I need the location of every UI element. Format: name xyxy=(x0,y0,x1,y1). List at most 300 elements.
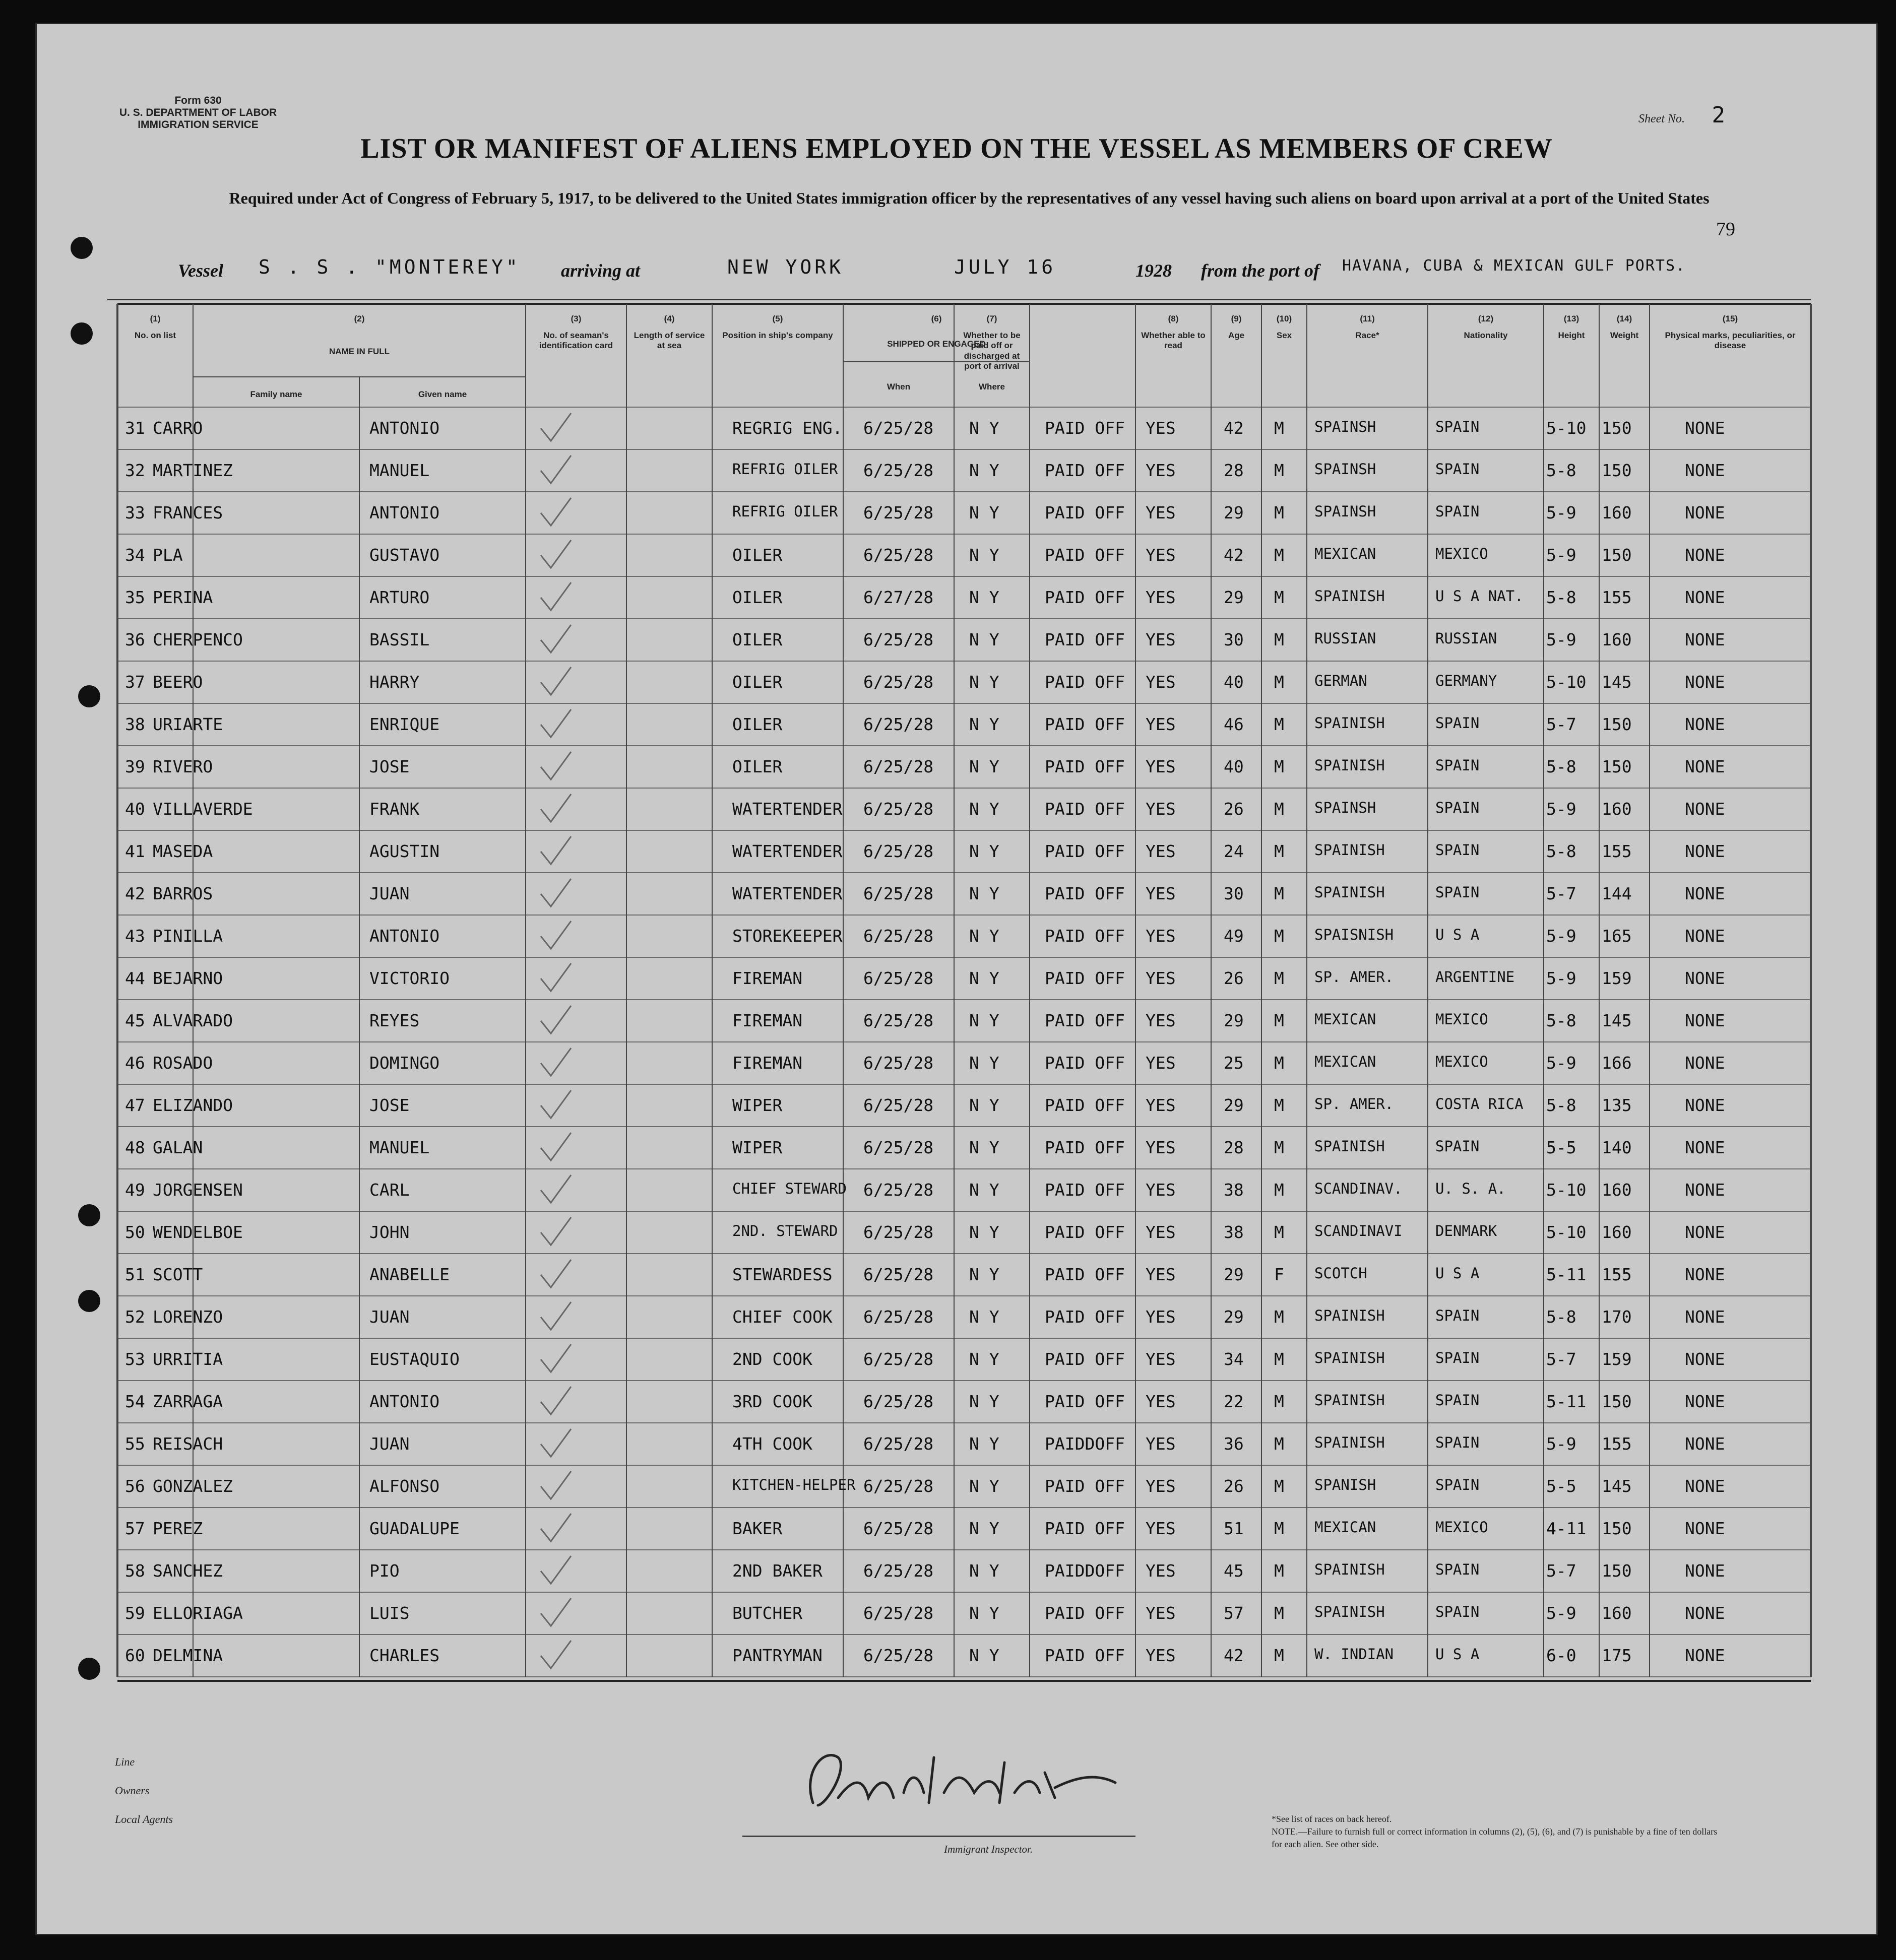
height: 5-7 xyxy=(1546,714,1576,734)
column-number-c4: (4) xyxy=(664,314,675,323)
local-agents-label: Local Agents xyxy=(115,1813,173,1826)
weight: 160 xyxy=(1602,1180,1632,1200)
race: MEXICAN xyxy=(1314,1011,1376,1028)
check-mark xyxy=(541,498,571,526)
physical-marks: NONE xyxy=(1685,714,1725,734)
sex: M xyxy=(1274,799,1284,819)
column-header-c5: Position in ship's company xyxy=(722,331,833,340)
column-header-c13: Height xyxy=(1558,331,1585,340)
physical-marks: NONE xyxy=(1685,1646,1725,1665)
nationality: U S A xyxy=(1435,1265,1480,1282)
paid-off: PAID OFF xyxy=(1045,1476,1125,1496)
signature-line xyxy=(742,1836,1135,1837)
weight: 159 xyxy=(1602,968,1632,988)
nationality: SPAIN xyxy=(1435,841,1480,859)
sex: M xyxy=(1274,672,1284,692)
sex: M xyxy=(1274,1603,1284,1623)
paid-off: PAID OFF xyxy=(1045,545,1125,565)
age: 57 xyxy=(1224,1603,1244,1623)
height: 5-7 xyxy=(1546,1561,1576,1581)
given-name: JOSE xyxy=(369,757,410,776)
column-header-c10: Sex xyxy=(1276,331,1292,340)
shipped-when: 6/25/28 xyxy=(863,926,934,946)
physical-marks: NONE xyxy=(1685,1180,1725,1200)
shipped-when: 6/25/28 xyxy=(863,714,934,734)
paid-off: PAID OFF xyxy=(1045,799,1125,819)
race: SPAINISH xyxy=(1314,1138,1385,1155)
footnote xyxy=(1272,1813,1725,1851)
check-mark xyxy=(541,1514,571,1541)
shipped-when: 6/25/28 xyxy=(863,1349,934,1369)
age: 29 xyxy=(1224,1307,1244,1327)
physical-marks: NONE xyxy=(1685,1095,1725,1115)
height: 5-11 xyxy=(1546,1392,1587,1411)
given-name: AGUSTIN xyxy=(369,841,440,861)
check-mark xyxy=(541,1175,571,1203)
shipped-where: N Y xyxy=(969,799,999,819)
age: 29 xyxy=(1224,1011,1244,1030)
given-name: GUADALUPE xyxy=(369,1519,460,1538)
family-name: ZARRAGA xyxy=(153,1392,223,1411)
position: FIREMAN xyxy=(732,1011,803,1030)
nationality: SPAIN xyxy=(1435,1561,1480,1578)
family-name: BEJARNO xyxy=(153,968,223,988)
shipped-where: N Y xyxy=(969,1180,999,1200)
height: 5-7 xyxy=(1546,884,1576,903)
able-to-read: YES xyxy=(1146,884,1176,903)
sex: M xyxy=(1274,418,1284,438)
shipped-when: 6/25/28 xyxy=(863,1011,934,1030)
nationality: U S A NAT. xyxy=(1435,587,1524,605)
weight: 150 xyxy=(1602,545,1632,565)
list-number: 35 xyxy=(125,587,145,607)
able-to-read: YES xyxy=(1146,968,1176,988)
column-number-c9: (9) xyxy=(1231,314,1242,323)
weight: 150 xyxy=(1602,418,1632,438)
height: 5-8 xyxy=(1546,587,1576,607)
paid-off: PAID OFF xyxy=(1045,714,1125,734)
footer-labels xyxy=(115,1747,173,1834)
given-name: VICTORIO xyxy=(369,968,450,988)
sheet-number: 2 xyxy=(1712,102,1725,128)
race: W. INDIAN xyxy=(1314,1646,1394,1663)
weight: 135 xyxy=(1602,1095,1632,1115)
paid-off: PAID OFF xyxy=(1045,841,1125,861)
check-mark xyxy=(541,667,571,695)
column-number-c3: (3) xyxy=(571,314,582,323)
paid-off: PAID OFF xyxy=(1045,1222,1125,1242)
check-mark xyxy=(541,921,571,949)
check-mark xyxy=(541,752,571,779)
family-name: CARRO xyxy=(153,418,203,438)
check-mark xyxy=(541,1641,571,1668)
height: 5-8 xyxy=(1546,1095,1576,1115)
weight: 145 xyxy=(1602,672,1632,692)
shipped-when: 6/25/28 xyxy=(863,461,934,480)
check-mark xyxy=(541,540,571,568)
physical-marks: NONE xyxy=(1685,1222,1725,1242)
family-name: PEREZ xyxy=(153,1519,203,1538)
shipped-where: N Y xyxy=(969,884,999,903)
family-name: SCOTT xyxy=(153,1265,203,1284)
nationality: SPAIN xyxy=(1435,503,1480,520)
shipped-where: N Y xyxy=(969,1392,999,1411)
race: SPAINSH xyxy=(1314,799,1376,816)
paid-off: PAID OFF xyxy=(1045,672,1125,692)
paid-off: PAID OFF xyxy=(1045,1011,1125,1030)
family-name: ALVARADO xyxy=(153,1011,233,1030)
list-number: 57 xyxy=(125,1519,145,1538)
shipped-when: 6/25/28 xyxy=(863,1561,934,1581)
physical-marks: NONE xyxy=(1685,461,1725,480)
weight: 155 xyxy=(1602,587,1632,607)
given-name: FRANK xyxy=(369,799,420,819)
vessel-label: Vessel xyxy=(178,260,223,281)
able-to-read: YES xyxy=(1146,418,1176,438)
able-to-read: YES xyxy=(1146,1011,1176,1030)
list-number: 59 xyxy=(125,1603,145,1623)
sex: M xyxy=(1274,884,1284,903)
list-number: 38 xyxy=(125,714,145,734)
age: 49 xyxy=(1224,926,1244,946)
column-number-c15: (15) xyxy=(1722,314,1738,323)
position: FIREMAN xyxy=(732,968,803,988)
height: 5-9 xyxy=(1546,1603,1576,1623)
given-name: EUSTAQUIO xyxy=(369,1349,460,1369)
position: WATERTENDER xyxy=(732,841,843,861)
height: 5-8 xyxy=(1546,461,1576,480)
age: 30 xyxy=(1224,884,1244,903)
shipped-where: N Y xyxy=(969,841,999,861)
able-to-read: YES xyxy=(1146,926,1176,946)
height: 5-8 xyxy=(1546,841,1576,861)
physical-marks: NONE xyxy=(1685,1265,1725,1284)
column-subheader-family-name: Family name xyxy=(250,389,302,399)
list-number: 42 xyxy=(125,884,145,903)
age: 42 xyxy=(1224,418,1244,438)
able-to-read: YES xyxy=(1146,1307,1176,1327)
given-name: ANTONIO xyxy=(369,503,440,522)
shipped-where: N Y xyxy=(969,926,999,946)
list-number: 31 xyxy=(125,418,145,438)
column-number-c10: (10) xyxy=(1276,314,1292,323)
weight: 160 xyxy=(1602,1603,1632,1623)
paid-off: PAID OFF xyxy=(1045,1603,1125,1623)
owners-label: Owners xyxy=(115,1784,150,1797)
position: WATERTENDER xyxy=(732,884,843,903)
given-name: CARL xyxy=(369,1180,410,1200)
age: 26 xyxy=(1224,1476,1244,1496)
sex: M xyxy=(1274,1053,1284,1073)
shipped-when: 6/25/28 xyxy=(863,1053,934,1073)
height: 5-10 xyxy=(1546,418,1587,438)
able-to-read: YES xyxy=(1146,461,1176,480)
given-name: MANUEL xyxy=(369,1138,430,1157)
physical-marks: NONE xyxy=(1685,1307,1725,1327)
list-number: 46 xyxy=(125,1053,145,1073)
physical-marks: NONE xyxy=(1685,672,1725,692)
shipped-when: 6/25/28 xyxy=(863,418,934,438)
physical-marks: NONE xyxy=(1685,1349,1725,1369)
paid-off: PAID OFF xyxy=(1045,1265,1125,1284)
sex: M xyxy=(1274,461,1284,480)
position: BAKER xyxy=(732,1519,783,1538)
weight: 150 xyxy=(1602,757,1632,776)
check-mark xyxy=(541,963,571,991)
height: 5-9 xyxy=(1546,1434,1576,1454)
weight: 155 xyxy=(1602,841,1632,861)
paid-off: PAIDDOFF xyxy=(1045,1561,1125,1581)
family-name: URRITIA xyxy=(153,1349,223,1369)
check-mark xyxy=(541,1429,571,1457)
check-mark xyxy=(541,625,571,652)
nationality: SPAIN xyxy=(1435,1349,1480,1366)
check-mark xyxy=(541,1344,571,1372)
able-to-read: YES xyxy=(1146,1222,1176,1242)
given-name: CHARLES xyxy=(369,1646,440,1665)
punch-hole xyxy=(71,237,93,259)
sex: M xyxy=(1274,1434,1284,1454)
family-name: MASEDA xyxy=(153,841,213,861)
check-mark xyxy=(541,709,571,737)
sex: M xyxy=(1274,1561,1284,1581)
race: SPAINISH xyxy=(1314,1434,1385,1451)
height: 5-11 xyxy=(1546,1265,1587,1284)
nationality: U S A xyxy=(1435,1646,1480,1663)
paid-off: PAID OFF xyxy=(1045,1095,1125,1115)
race: MEXICAN xyxy=(1314,1519,1376,1536)
able-to-read: YES xyxy=(1146,545,1176,565)
position: REFRIG OILER xyxy=(732,503,838,520)
weight: 160 xyxy=(1602,503,1632,522)
age: 46 xyxy=(1224,714,1244,734)
able-to-read: YES xyxy=(1146,1349,1176,1369)
given-name: PIO xyxy=(369,1561,400,1581)
race: SPAISNISH xyxy=(1314,926,1394,943)
able-to-read: YES xyxy=(1146,1646,1176,1665)
sex: M xyxy=(1274,1307,1284,1327)
physical-marks: NONE xyxy=(1685,1519,1725,1538)
weight: 165 xyxy=(1602,926,1632,946)
line-label: Line xyxy=(115,1755,135,1768)
list-number: 43 xyxy=(125,926,145,946)
check-mark xyxy=(541,1217,571,1245)
shipped-where: N Y xyxy=(969,1434,999,1454)
race: RUSSIAN xyxy=(1314,630,1376,647)
family-name: JORGENSEN xyxy=(153,1180,243,1200)
position: CHIEF STEWARD xyxy=(732,1180,847,1197)
age: 40 xyxy=(1224,672,1244,692)
position: 2ND COOK xyxy=(732,1349,812,1369)
race: SPAINSH xyxy=(1314,418,1376,435)
physical-marks: NONE xyxy=(1685,884,1725,903)
nationality: SPAIN xyxy=(1435,1307,1480,1324)
height: 5-10 xyxy=(1546,1180,1587,1200)
nationality: U S A xyxy=(1435,926,1480,943)
paid-off: PAID OFF xyxy=(1045,1180,1125,1200)
age: 29 xyxy=(1224,587,1244,607)
position: FIREMAN xyxy=(732,1053,803,1073)
check-mark xyxy=(541,1302,571,1330)
able-to-read: YES xyxy=(1146,1392,1176,1411)
height: 5-9 xyxy=(1546,799,1576,819)
check-mark xyxy=(541,1556,571,1584)
shipped-where: N Y xyxy=(969,1349,999,1369)
given-name: JOHN xyxy=(369,1222,410,1242)
race: SPAINISH xyxy=(1314,714,1385,732)
column-header-c11: Race* xyxy=(1355,331,1379,340)
nationality: U. S. A. xyxy=(1435,1180,1506,1197)
age: 36 xyxy=(1224,1434,1244,1454)
check-mark xyxy=(541,1598,571,1626)
column-header-c6: SHIPPED OR ENGAGED xyxy=(887,339,986,349)
height: 5-9 xyxy=(1546,503,1576,522)
list-number: 53 xyxy=(125,1349,145,1369)
race: SPAINISH xyxy=(1314,884,1385,901)
check-mark xyxy=(541,1133,571,1160)
race: SPAINISH xyxy=(1314,587,1385,605)
position: 3RD COOK xyxy=(732,1392,812,1411)
shipped-when: 6/25/28 xyxy=(863,884,934,903)
shipped-when: 6/25/28 xyxy=(863,545,934,565)
weight: 150 xyxy=(1602,1519,1632,1538)
check-mark xyxy=(541,794,571,822)
sex: M xyxy=(1274,545,1284,565)
given-name: GUSTAVO xyxy=(369,545,440,565)
check-mark xyxy=(541,1471,571,1499)
able-to-read: YES xyxy=(1146,587,1176,607)
physical-marks: NONE xyxy=(1685,1053,1725,1073)
age: 26 xyxy=(1224,799,1244,819)
check-mark xyxy=(541,1006,571,1033)
weight: 170 xyxy=(1602,1307,1632,1327)
nationality: ARGENTINE xyxy=(1435,968,1515,986)
family-name: LORENZO xyxy=(153,1307,223,1327)
position: WATERTENDER xyxy=(732,799,843,819)
able-to-read: YES xyxy=(1146,1603,1176,1623)
list-number: 60 xyxy=(125,1646,145,1665)
shipped-where: N Y xyxy=(969,672,999,692)
height: 5-8 xyxy=(1546,1011,1576,1030)
check-mark xyxy=(541,455,571,483)
shipped-where: N Y xyxy=(969,1095,999,1115)
weight: 144 xyxy=(1602,884,1632,903)
race: MEXICAN xyxy=(1314,1053,1376,1070)
list-number: 58 xyxy=(125,1561,145,1581)
given-name: ENRIQUE xyxy=(369,714,440,734)
shipped-when: 6/27/28 xyxy=(863,587,934,607)
list-number: 47 xyxy=(125,1095,145,1115)
race: SCOTCH xyxy=(1314,1265,1367,1282)
position: 2ND. STEWARD xyxy=(732,1222,838,1239)
vessel-name: S . S . "MONTEREY" xyxy=(259,256,521,278)
arriving-label: arriving at xyxy=(561,260,641,281)
paid-off: PAIDDOFF xyxy=(1045,1434,1125,1454)
physical-marks: NONE xyxy=(1685,968,1725,988)
able-to-read: YES xyxy=(1146,672,1176,692)
family-name: BARROS xyxy=(153,884,213,903)
height: 5-9 xyxy=(1546,630,1576,649)
sex: M xyxy=(1274,630,1284,649)
list-number: 56 xyxy=(125,1476,145,1496)
age: 28 xyxy=(1224,461,1244,480)
position: STEWARDESS xyxy=(732,1265,833,1284)
family-name: CHERPENCO xyxy=(153,630,243,649)
shipped-where: N Y xyxy=(969,1603,999,1623)
list-number: 41 xyxy=(125,841,145,861)
given-name: REYES xyxy=(369,1011,420,1030)
race: SPAINISH xyxy=(1314,1349,1385,1366)
weight: 150 xyxy=(1602,714,1632,734)
inspector-label: Immigrant Inspector. xyxy=(944,1843,1033,1855)
punch-hole xyxy=(78,1290,100,1312)
height: 4-11 xyxy=(1546,1519,1587,1538)
paid-off: PAID OFF xyxy=(1045,1646,1125,1665)
family-name: PINILLA xyxy=(153,926,223,946)
age: 24 xyxy=(1224,841,1244,861)
height: 5-7 xyxy=(1546,1349,1576,1369)
age: 25 xyxy=(1224,1053,1244,1073)
column-header-c7: Whether to be paid off or discharged at port of arrival xyxy=(963,331,1021,371)
paid-off: PAID OFF xyxy=(1045,757,1125,776)
column-header-c8: Whether able to read xyxy=(1141,331,1206,351)
physical-marks: NONE xyxy=(1685,1434,1725,1454)
manifest-title: LIST OR MANIFEST OF ALIENS EMPLOYED ON THE VESSEL AS MEMBERS OF CREW xyxy=(360,133,1553,164)
age: 29 xyxy=(1224,503,1244,522)
given-name: ANTONIO xyxy=(369,418,440,438)
paid-off: PAID OFF xyxy=(1045,1138,1125,1157)
family-name: PLA xyxy=(153,545,183,565)
sex: M xyxy=(1274,1476,1284,1496)
race: SPANISH xyxy=(1314,1476,1376,1493)
given-name: HARRY xyxy=(369,672,420,692)
sex: M xyxy=(1274,841,1284,861)
paid-off: PAID OFF xyxy=(1045,968,1125,988)
able-to-read: YES xyxy=(1146,503,1176,522)
age: 38 xyxy=(1224,1222,1244,1242)
family-name: VILLAVERDE xyxy=(153,799,253,819)
form-number: Form 630 xyxy=(174,95,222,106)
list-number: 32 xyxy=(125,461,145,480)
family-name: FRANCES xyxy=(153,503,223,522)
race: MEXICAN xyxy=(1314,545,1376,562)
position: REGRIG ENG. xyxy=(732,418,843,438)
nationality: GERMANY xyxy=(1435,672,1497,689)
shipped-when: 6/25/28 xyxy=(863,672,934,692)
position: 2ND BAKER xyxy=(732,1561,823,1581)
weight: 166 xyxy=(1602,1053,1632,1073)
given-name: ANABELLE xyxy=(369,1265,450,1284)
age: 26 xyxy=(1224,968,1244,988)
physical-marks: NONE xyxy=(1685,630,1725,649)
weight: 145 xyxy=(1602,1011,1632,1030)
race: SPAINISH xyxy=(1314,1561,1385,1578)
weight: 160 xyxy=(1602,1222,1632,1242)
physical-marks: NONE xyxy=(1685,1138,1725,1157)
footnote-penalty: NOTE.—Failure to furnish full or correct information in columns (2), (5), (6), and (7) is punishable by a fine of ten dollars for each alien. See other side. xyxy=(1272,1826,1718,1850)
age: 22 xyxy=(1224,1392,1244,1411)
family-name: ELIZANDO xyxy=(153,1095,233,1115)
list-number: 54 xyxy=(125,1392,145,1411)
able-to-read: YES xyxy=(1146,799,1176,819)
paid-off: PAID OFF xyxy=(1045,884,1125,903)
shipped-when: 6/25/28 xyxy=(863,1180,934,1200)
sex: M xyxy=(1274,1519,1284,1538)
sex: M xyxy=(1274,926,1284,946)
race: SPAINISH xyxy=(1314,1307,1385,1324)
family-name: REISACH xyxy=(153,1434,223,1454)
column-number-c13: (13) xyxy=(1563,314,1579,323)
